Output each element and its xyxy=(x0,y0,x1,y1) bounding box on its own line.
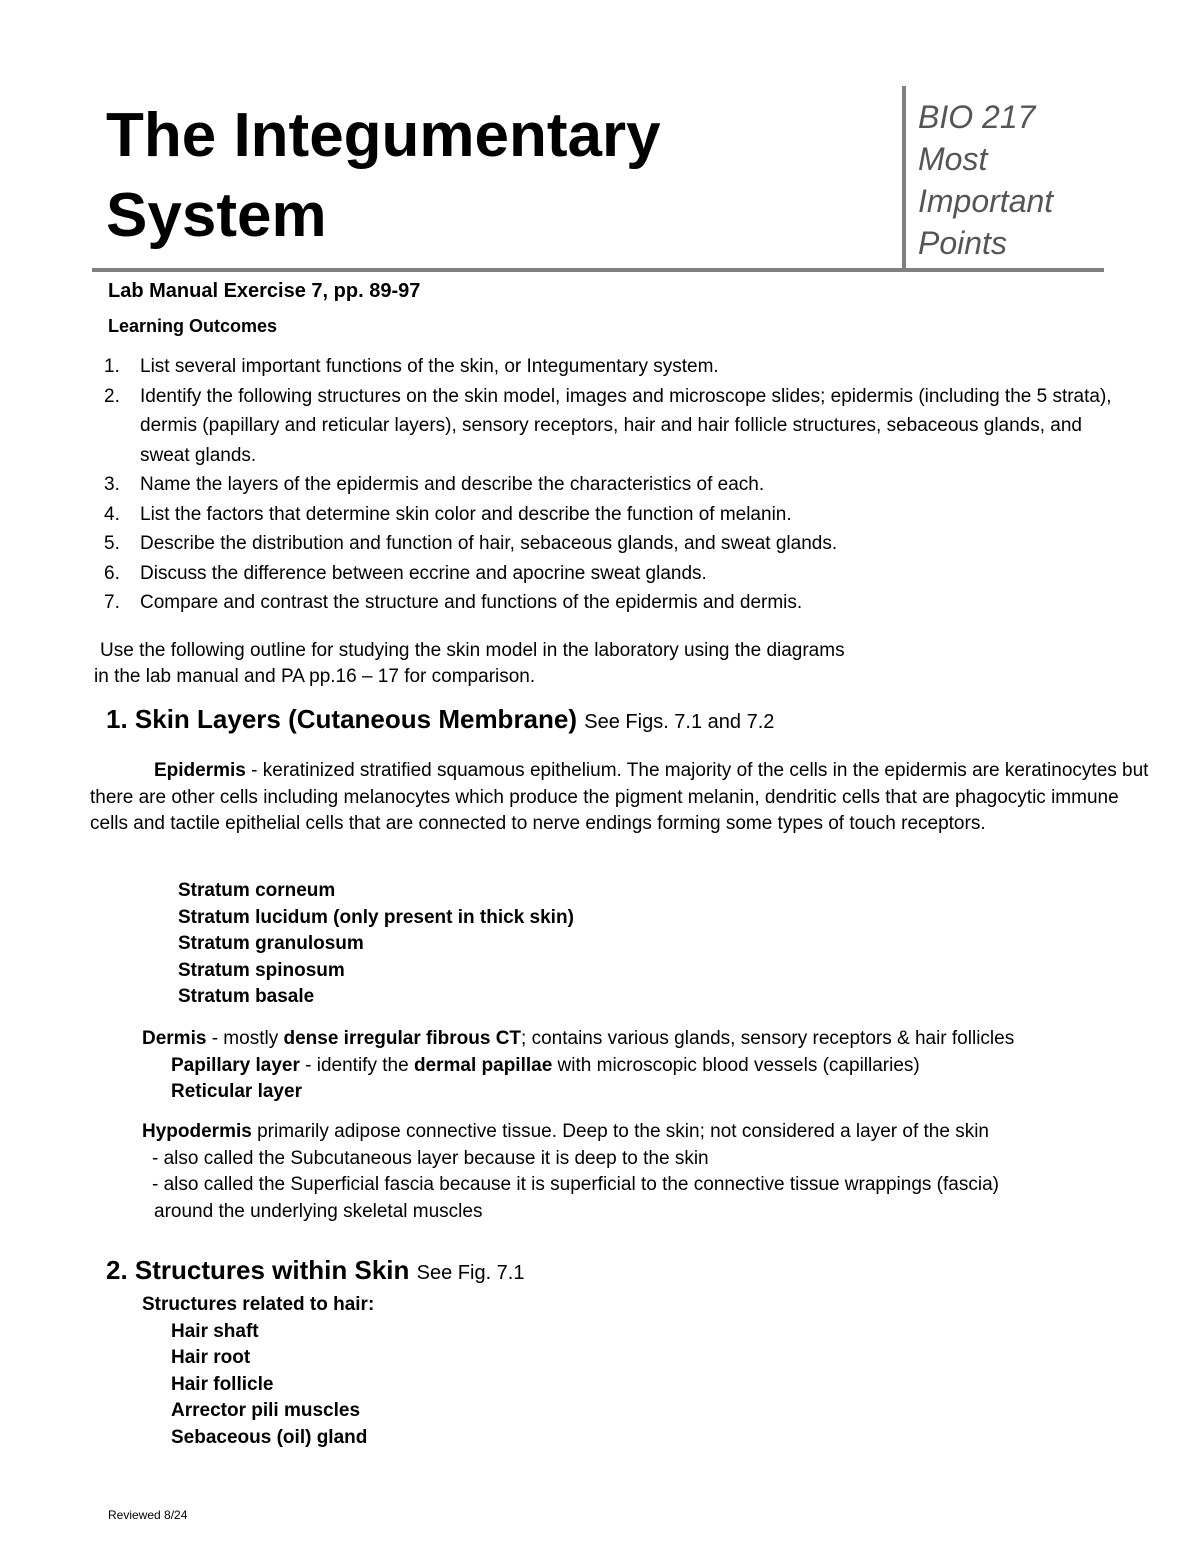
papillary-term: Papillary layer xyxy=(171,1054,300,1076)
dermis-text: ; contains various glands, sensory receptors & hair follicles xyxy=(521,1028,1015,1049)
section-2-figure-ref: See Fig. 7.1 xyxy=(416,1262,525,1284)
outcome-number: 1. xyxy=(104,356,120,377)
outcome-number: 2. xyxy=(104,385,120,407)
dermis-text: - mostly xyxy=(206,1028,284,1049)
hair-structure-item: Hair shaft xyxy=(171,1320,259,1342)
strata-list xyxy=(178,878,574,1011)
learning-outcomes-heading: Learning Outcomes xyxy=(108,316,278,336)
course-line: BIO 217 xyxy=(918,99,1036,135)
dermal-papillae-term: dermal papillae xyxy=(413,1054,553,1076)
outcome-number: 4. xyxy=(104,503,120,525)
dermis-block xyxy=(142,1026,1014,1106)
hair-structures xyxy=(142,1292,374,1451)
dermis-tissue: dense irregular fibrous CT xyxy=(283,1028,522,1049)
stratum-item: Stratum basale xyxy=(178,986,315,1007)
outcome-text: Identify the following structures on the skin model, images and microscope slides; epidermis (including the 5 strata), dermis (papillary and reticular layers), sensory receptors, hair and hair follicle structures, sebaceous glands, and sweat glands. xyxy=(140,385,1112,466)
outcome-text: List several important functions of the skin, or Integumentary system. xyxy=(140,356,719,377)
course-line: Most xyxy=(918,141,988,177)
hair-structures-heading: Structures related to hair: xyxy=(142,1294,375,1315)
course-line: Points xyxy=(918,225,1007,261)
dermis-line xyxy=(142,1026,1014,1053)
reticular-line xyxy=(142,1079,1014,1106)
header-horizontal-divider xyxy=(92,268,1104,272)
outcome-number: 7. xyxy=(104,592,120,613)
papillary-text: - identify the xyxy=(299,1054,414,1076)
lab-reference: Lab Manual Exercise 7, pp. 89-97 xyxy=(108,280,421,302)
learning-outcomes-list xyxy=(104,352,1134,618)
hypodermis-note: - also called the Subcutaneous layer because it is deep to the skin xyxy=(152,1147,709,1169)
course-label xyxy=(918,96,1053,264)
outcome-item xyxy=(104,470,1134,500)
stratum-item: Stratum lucidum (only present in thick skin) xyxy=(178,906,574,928)
outcome-item xyxy=(104,500,1134,530)
hypodermis-term: Hypodermis xyxy=(142,1121,252,1142)
hair-structure-item: Hair root xyxy=(171,1347,251,1368)
outcome-text: Compare and contrast the structure and functions of the epidermis and dermis. xyxy=(140,592,803,613)
outcome-item xyxy=(104,588,1134,618)
hypodermis-note: around the underlying skeletal muscles xyxy=(154,1200,483,1222)
outcome-text: Name the layers of the epidermis and describe the characteristics of each. xyxy=(140,474,765,495)
epidermis-description: - keratinized stratified squamous epithelium. The majority of the cells in the epidermis are keratinocytes but there are other cells including melanocytes which produce the pigment melanin, dendritic cells that are phagocytic immune cells and tactile epithelial cells that are connected to nerve endings forming some types of touch receptors. xyxy=(90,760,1149,834)
outcome-item xyxy=(104,352,1134,382)
outcome-item xyxy=(104,559,1134,589)
dermis-term: Dermis xyxy=(142,1028,207,1049)
epidermis-term: Epidermis xyxy=(154,760,246,781)
papillary-line xyxy=(142,1053,1014,1080)
hair-structure-item: Hair follicle xyxy=(171,1373,274,1395)
outcome-item xyxy=(104,382,1134,471)
section-1-heading xyxy=(106,704,774,735)
reticular-term: Reticular layer xyxy=(171,1081,302,1102)
review-footer: Reviewed 8/24 xyxy=(108,1508,188,1522)
course-line: Important xyxy=(918,183,1054,219)
hypodermis-block xyxy=(142,1119,999,1225)
outcome-number: 3. xyxy=(104,474,120,495)
title-line-2: System xyxy=(106,181,327,250)
outcome-text: Discuss the difference between eccrine and apocrine sweat glands. xyxy=(140,562,707,584)
section-2-heading xyxy=(106,1255,524,1286)
epidermis-paragraph xyxy=(90,758,1150,838)
outcome-number: 6. xyxy=(104,562,120,584)
stratum-item: Stratum corneum xyxy=(178,880,336,901)
hypodermis-line xyxy=(142,1119,999,1146)
outcome-number: 5. xyxy=(104,533,120,554)
stratum-item: Stratum granulosum xyxy=(178,933,364,954)
hypodermis-note: - also called the Superficial fascia because it is superficial to the connective tissue wrappings (fascia) xyxy=(152,1174,999,1195)
hair-structure-item: Arrector pili muscles xyxy=(171,1400,361,1421)
hair-structure-item: Sebaceous (oil) gland xyxy=(171,1426,368,1448)
section-1-title: 1. Skin Layers (Cutaneous Membrane) xyxy=(106,704,578,734)
section-2-title: 2. Structures within Skin xyxy=(106,1255,410,1285)
outcome-text: Describe the distribution and function of hair, sebaceous glands, and sweat glands. xyxy=(140,533,838,554)
page-title xyxy=(106,96,661,256)
papillary-text: with microscopic blood vessels (capillaries) xyxy=(552,1054,920,1076)
header-vertical-divider xyxy=(902,86,906,270)
intro-line: in the lab manual and PA pp.16 – 17 for comparison. xyxy=(94,666,536,687)
section-1-figure-ref: See Figs. 7.1 and 7.2 xyxy=(584,711,775,733)
title-line-1: The Integumentary xyxy=(106,101,661,170)
outcome-item xyxy=(104,529,1134,559)
intro-line: Use the following outline for studying the skin model in the laboratory using the diagrams xyxy=(100,640,845,661)
outcome-text: List the factors that determine skin color and describe the function of melanin. xyxy=(140,503,792,525)
outline-intro xyxy=(94,638,845,690)
stratum-item: Stratum spinosum xyxy=(178,959,345,981)
hypodermis-text: primarily adipose connective tissue. Deep to the skin; not considered a layer of the skin xyxy=(251,1121,989,1142)
